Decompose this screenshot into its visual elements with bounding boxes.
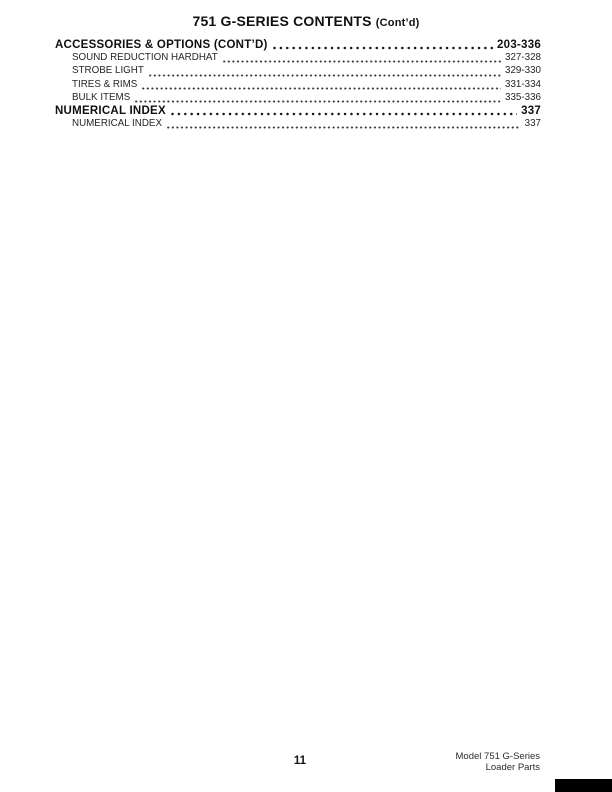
- dot-leader: [223, 60, 501, 63]
- toc-entry-label: SOUND REDUCTION HARDHAT: [72, 52, 218, 64]
- toc-entry-label: NUMERICAL INDEX: [72, 118, 162, 130]
- toc-entry-label: BULK ITEMS: [72, 91, 131, 103]
- toc-entry-label: TIRES & RIMS: [72, 78, 138, 90]
- dot-leader: [167, 126, 521, 129]
- toc-entry-label: ACCESSORIES & OPTIONS (CONT’D): [55, 39, 268, 51]
- toc-entry-pages: 337: [521, 104, 541, 117]
- toc-entry-pages: 337: [524, 118, 541, 130]
- toc-entry-pages: 331-334: [505, 78, 541, 90]
- footer-page-number: 11: [293, 755, 307, 767]
- toc-entry-pages: 329-330: [505, 65, 541, 77]
- toc-entry-pages: 203-336: [497, 39, 541, 51]
- dot-leader: [273, 46, 493, 50]
- toc-entry-pages: 335-336: [505, 91, 541, 103]
- toc-row: [55, 118, 541, 131]
- page-title-main: 751 G-SERIES CONTENTS: [192, 13, 372, 29]
- page-title: [0, 13, 612, 29]
- table-of-contents: [55, 39, 541, 131]
- scan-artifact-bar: [555, 779, 612, 792]
- toc-row: [55, 92, 541, 105]
- toc-row: [55, 105, 541, 118]
- footer-model-line1: Model 751 G-Series: [455, 751, 540, 762]
- toc-entry-pages: 327-328: [505, 52, 541, 64]
- footer-model-info: [456, 752, 540, 774]
- toc-row: [55, 65, 541, 78]
- toc-entry-label: NUMERICAL INDEX: [55, 104, 166, 117]
- toc-entry-label: STROBE LIGHT: [72, 65, 144, 77]
- dot-leader: [149, 74, 501, 77]
- toc-row: [55, 79, 541, 92]
- dot-leader: [171, 112, 517, 116]
- toc-row: [55, 52, 541, 65]
- dot-leader: [135, 100, 501, 103]
- dot-leader: [142, 87, 501, 90]
- toc-row: [55, 39, 541, 52]
- footer-model-line2: Loader Parts: [485, 761, 540, 773]
- page-title-suffix: (Cont’d): [375, 17, 420, 29]
